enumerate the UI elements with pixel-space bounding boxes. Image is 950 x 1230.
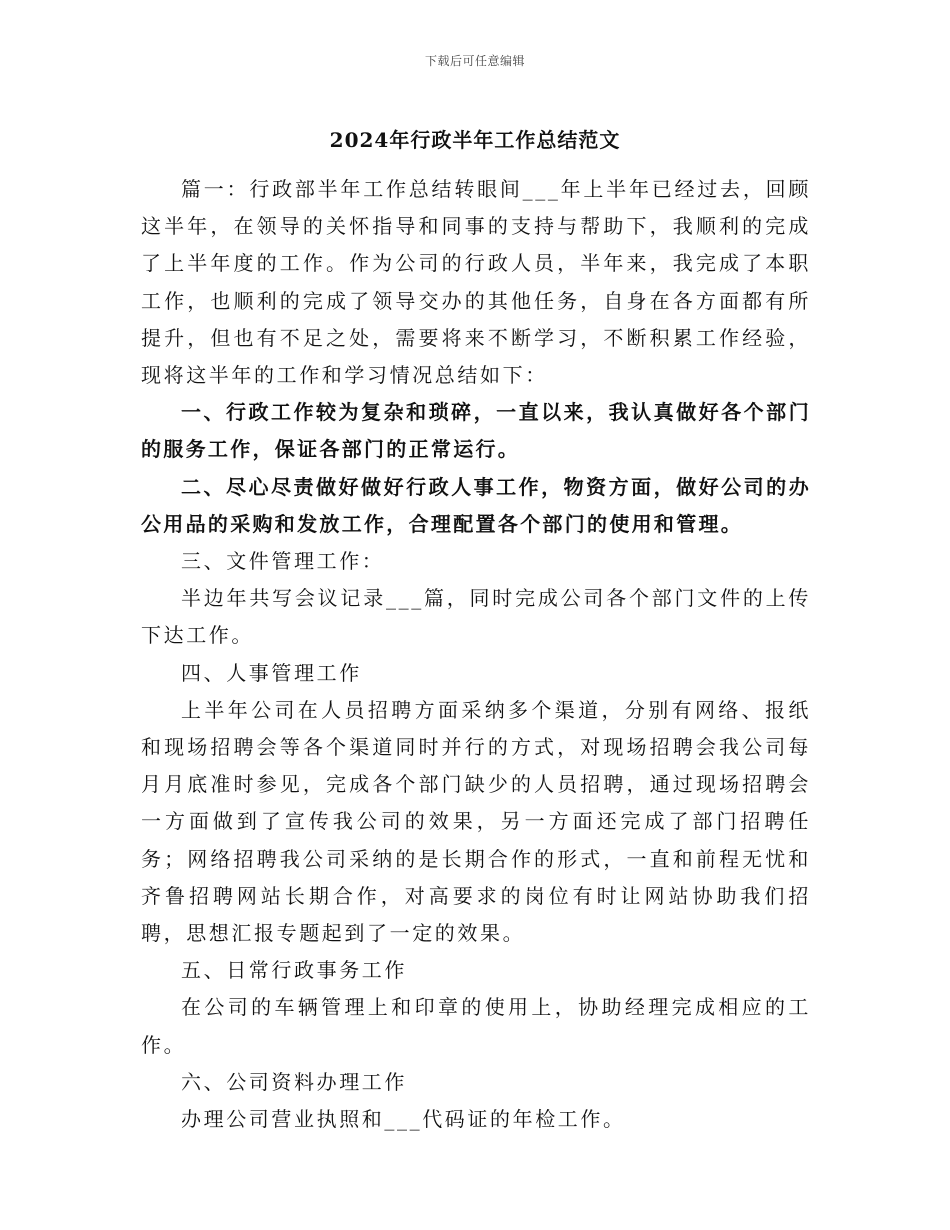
paragraph-file-management: 半边年共写会议记录___篇，同时完成公司各个部门文件的上传下达工作。 — [141, 586, 811, 648]
paragraph-daily-affairs: 在公司的车辆管理上和印章的使用上，协助经理完成相应的工作。 — [141, 995, 811, 1057]
paragraph-section-1: 一、行政工作较为复杂和琐碎，一直以来，我认真做好各个部门的服务工作，保证各部门的正常运行。 — [141, 400, 811, 462]
paragraph-company-documents: 办理公司营业执照和___代码证的年检工作。 — [181, 1107, 626, 1132]
section-heading-file-management: 三、文件管理工作： — [181, 549, 385, 574]
section-heading-company-documents: 六、公司资料办理工作 — [181, 1069, 407, 1094]
section-heading-personnel: 四、人事管理工作 — [181, 660, 362, 685]
paragraph-section-2: 二、尽心尽责做好做好行政人事工作，物资方面，做好公司的办公用品的采购和发放工作，合理配置各个部门的使用和管理。 — [141, 474, 811, 536]
document-title: 2024年行政半年工作总结范文 — [329, 128, 621, 152]
paragraph-intro: 篇一：行政部半年工作总结转眼间___年上半年已经过去，回顾这半年，在领导的关怀指导和同事的支持与帮助下，我顺利的完成了上半年度的工作。作为公司的行政人员，半年来，我完成了本职工作，也顺利的完成了领导交办的其他任务，自身在各方面都有所提升，但也有不足之处，需要将来不断学习，不断积累工作经验，现将这半年的工作和学习情况总结如下： — [141, 177, 811, 388]
watermark-text: 下载后可任意编辑 — [424, 54, 525, 68]
document-body — [141, 171, 811, 1138]
section-heading-daily-affairs: 五、日常行政事务工作 — [181, 958, 407, 983]
paragraph-personnel: 上半年公司在人员招聘方面采纳多个渠道，分别有网络、报纸和现场招聘会等各个渠道同时并行的方式，对现场招聘会我公司每月月底准时参见，完成各个部门缺少的人员招聘，通过现场招聘会一方面做到了宣传我公司的效果，另一方面还完成了部门招聘任务；网络招聘我公司采纳的是长期合作的形式，一直和前程无忧和齐鲁招聘网站长期合作，对高要求的岗位有时让网站协助我们招聘，思想汇报专题起到了一定的效果。 — [141, 697, 811, 946]
